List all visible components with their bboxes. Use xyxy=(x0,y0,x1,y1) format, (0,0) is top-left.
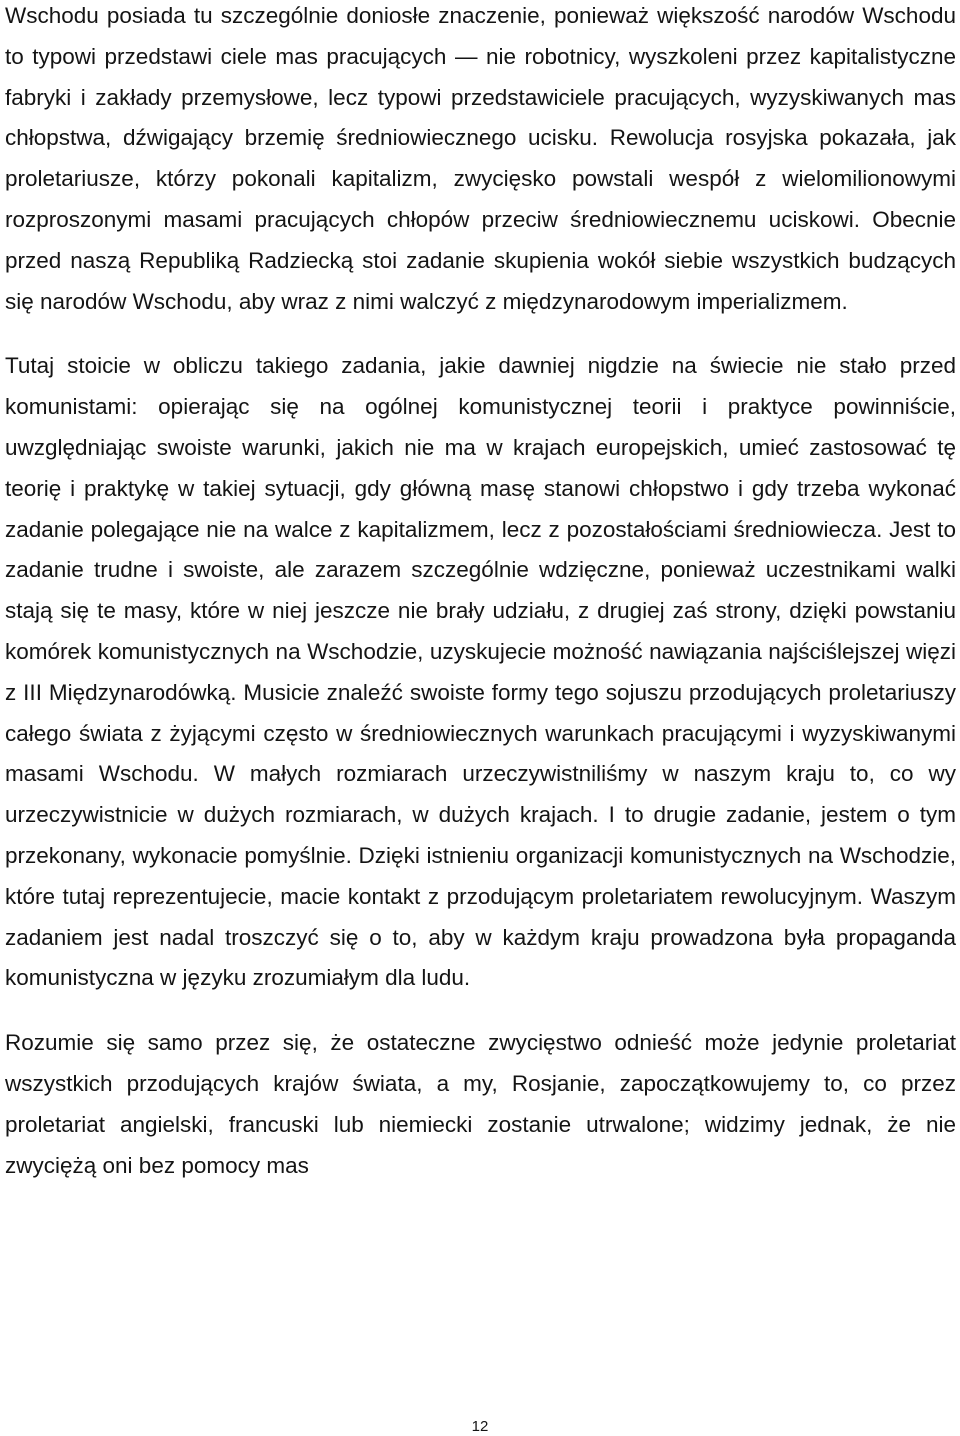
paragraph-2: Tutaj stoicie w obliczu takiego zadania, jakie dawniej nigdzie na świecie nie stało przed komunistami: opierając się na ogólnej komunistycznej teorii i praktyce powinniście, uwzględniając swoiste warunki, jakich nie ma w krajach europejskich, umieć zastosować tę teorię i praktykę w takiej sytuacji, gdy główną masę stanowi chłopstwo i gdy trzeba wykonać zadanie polegające nie na walce z kapitalizmem, lecz z pozostałościami średniowiecza. Jest to zadanie trudne i swoiste, ale zarazem szczególnie wdzięczne, ponieważ uczestnikami walki stają się te masy, które w niej jeszcze nie brały udziału, z drugiej zaś strony, dzięki powstaniu komórek komunistycznych na Wschodzie, uzyskujecie możność nawiązania najściślejszej więzi z III Międzynarodówką. Musicie znaleźć swoiste formy tego sojuszu przodujących proletariuszy całego świata z żyjącymi często w średniowiecznych warunkach pracującymi i wyzyskiwanymi masami Wschodu. W małych rozmiarach urzeczywistniliśmy w naszym kraju to, co wy urzeczywistnicie w dużych rozmiarach, w dużych krajach. I to drugie zadanie, jestem o tym przekonany, wykonacie pomyślnie. Dzięki istnieniu organizacji komunistycznych na Wschodzie, które tutaj reprezentujecie, macie kontakt z przodującym proletariatem rewolucyjnym. Waszym zadaniem jest nadal troszczyć się o to, aby w każdym kraju prowadzona była propaganda komunistyczna w języku zrozumiałym dla ludu. xyxy=(5,353,956,991)
paragraph-1: Wschodu posiada tu szczególnie doniosłe znaczenie, ponieważ większość narodów Wschodu to typowi przedstawi ciele mas pracujących — nie robotnicy, wyszkoleni przez kapitalistyczne fabryki i zakłady przemysłowe, lecz typowi przedstawiciele pracujących, wyzyskiwanych mas chłopstwa, dźwigający brzemię średniowiecznego ucisku. Rewolucja rosyjska pokazała, jak proletariusze, którzy pokonali kapitalizm, zwycięsko powstali wespół z wielomilionowymi rozproszonymi masami pracujących chłopów przeciw średniowiecznemu uciskowi. Obecnie przed naszą Republiką Radziecką stoi zadanie skupienia wokół siebie wszystkich budzących się narodów Wschodu, aby wraz z nimi walczyć z międzynarodowym imperializmem. xyxy=(5,3,956,314)
page-number: 12 xyxy=(471,1418,489,1435)
body-text xyxy=(5,0,956,1186)
paragraph-3: Rozumie się samo przez się, że ostateczne zwycięstwo odnieść może jedynie proletariat wszystkich przodujących krajów świata, a my, Rosjanie, zapoczątkowujemy to, co przez proletariat angielski, francuski lub niemiecki zostanie utrwalone; widzimy jednak, że nie zwyciężą oni bez pomocy mas xyxy=(5,1030,956,1178)
